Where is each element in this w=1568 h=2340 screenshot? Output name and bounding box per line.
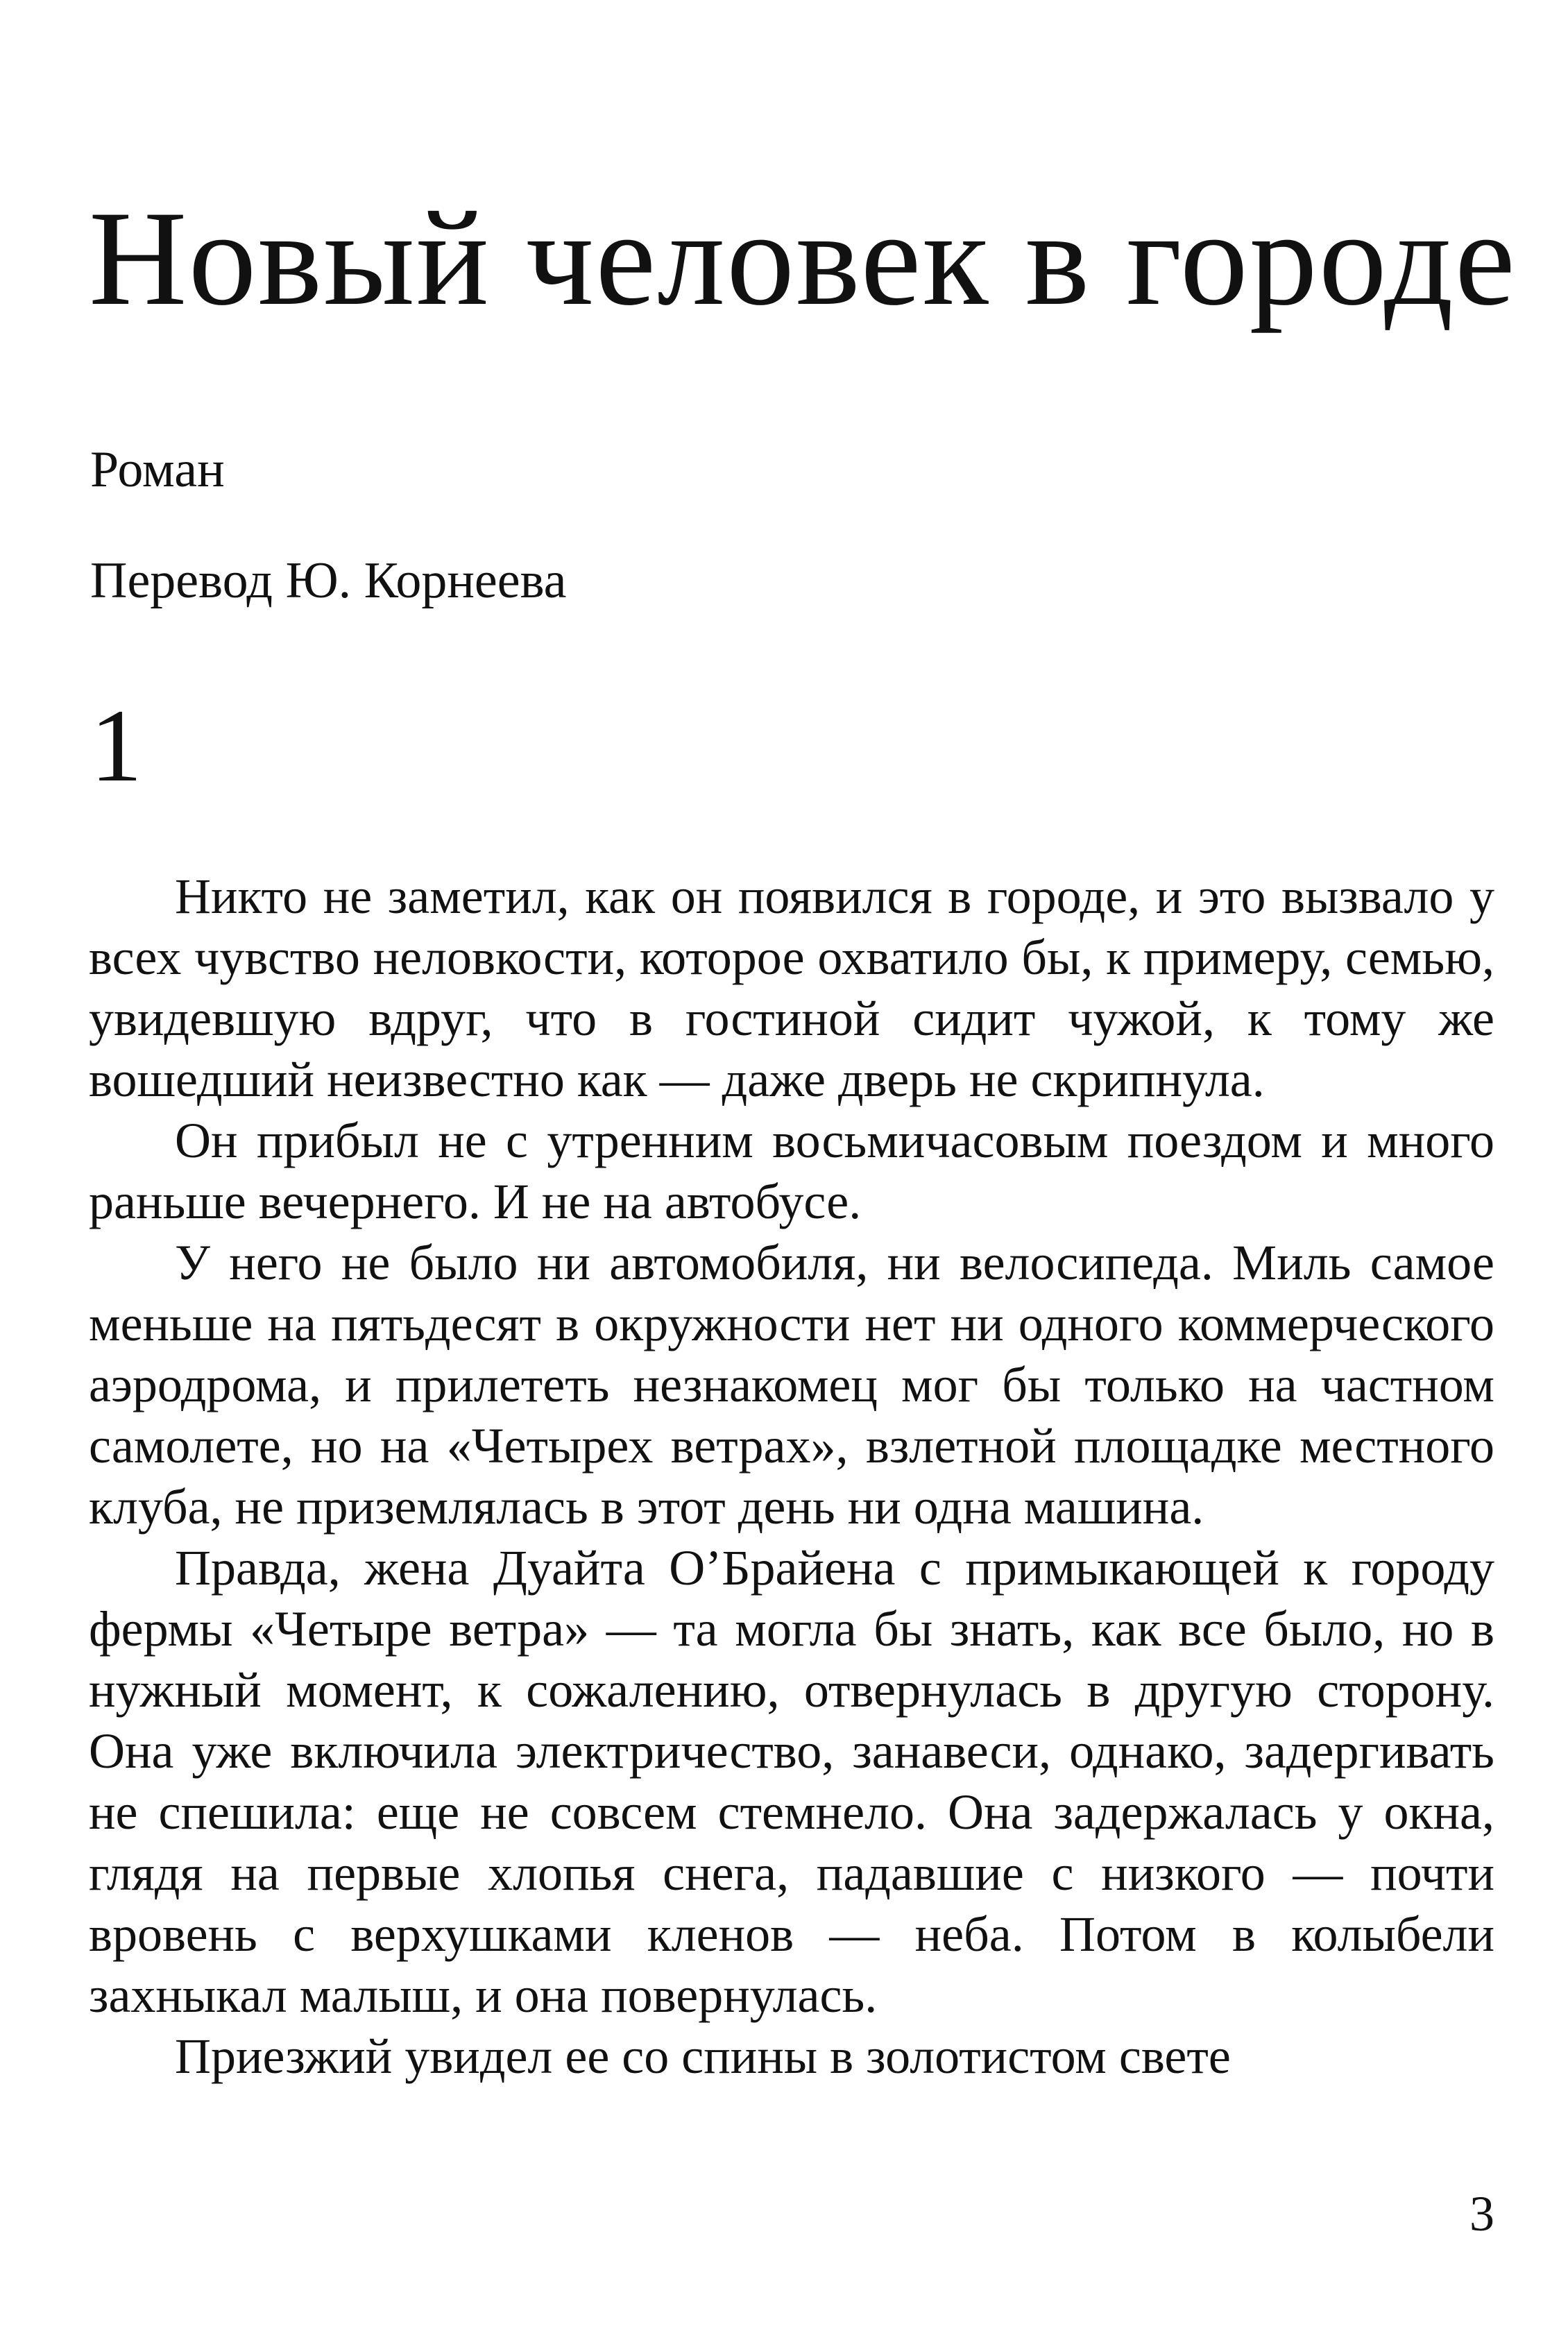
paragraph: Он прибыл не с утренним восьмичасовым поездом и много раньше вечернего. И не на автобусе. — [89, 1113, 1494, 1229]
chapter-body — [89, 866, 1494, 2087]
translator-credit: Перевод Ю. Корнеева — [90, 552, 567, 609]
book-title: Новый человек в городе — [89, 183, 1517, 334]
genre-label: Роман — [90, 441, 225, 498]
paragraph: Приезжий увидел ее со спины в золотистом свете — [175, 2029, 1231, 2084]
paragraph: Правда, жена Дуайта О’Брайена с примыкающей к городу фермы «Четыре ветра» — та могла бы знать, как все было, но в нужный момент, к сожалению, отвернулась в другую сторону. Она уже включила электричество, занавеси, однако, задергивать не спешила: еще не совсем стемнело. Она задержалась у окна, глядя на первые хлопья снега, падавшие с низкого — почти вровень с верхушками кленов — неба. Потом в колыбели захныкал малыш, и она повернулась. — [89, 1540, 1494, 2023]
chapter-number: 1 — [90, 688, 142, 803]
paragraph: У него не было ни автомобиля, ни велосипеда. Миль самое меньше на пятьдесят в окружности нет ни одного коммерческого аэродрома, и прилететь незнакомец мог бы только на частном самолете, но на «Четырех ветрах», взлетной площадке местного клуба, не приземлялась в этот день ни одна машина. — [89, 1235, 1494, 1535]
paragraph: Никто не заметил, как он появился в городе, и это вызвало у всех чувство неловкости, которое охватило бы, к примеру, семью, увидевшую вдруг, что в гостиной сидит чужой, к тому же вошедший неизвестно как — даже дверь не скрипнула. — [89, 869, 1494, 1107]
page-number: 3 — [1469, 2186, 1494, 2241]
